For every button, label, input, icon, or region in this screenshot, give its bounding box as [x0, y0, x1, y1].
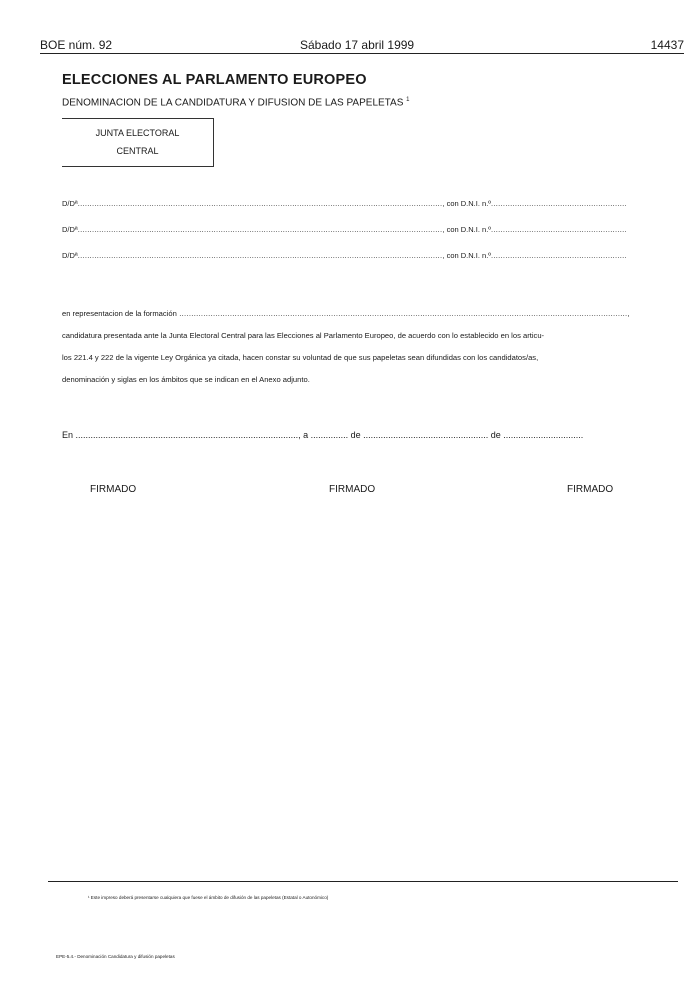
header-rule: [40, 53, 684, 54]
subtitle-text: DENOMINACION DE LA CANDIDATURA Y DIFUSION DE LAS PAPELETAS: [62, 97, 404, 109]
header-date: Sábado 17 abril 1999: [300, 38, 415, 52]
place-date-line[interactable]: [62, 430, 660, 440]
formation-dots: ..........................................................................................................................................................................................: [176, 309, 628, 318]
name-dots: .........................................................................................................................................................: [77, 251, 443, 260]
formation-label: en representacion de la formación: [62, 309, 177, 318]
addressee-box: [62, 118, 214, 167]
header-page-number: 14437: [650, 38, 684, 52]
dni-label: , con D.N.I. n.º: [442, 199, 492, 208]
person-line-3[interactable]: [62, 251, 656, 260]
place-dots: .........................................................................................: [75, 430, 299, 440]
paragraph-line-3: los 221.4 y 222 de la vigente Ley Orgánica ya citada, hacen constar su voluntad de que sus papeletas sean difundidas con los candidatos/as,: [62, 353, 539, 362]
dni-dots: .........................................................: [491, 199, 627, 208]
footnote-marker: 1: [406, 97, 410, 103]
header-left: BOE núm. 92: [40, 38, 113, 52]
month-label: de: [350, 430, 361, 440]
page-subtitle: [62, 97, 410, 108]
signature-label-3: FIRMADO: [567, 484, 614, 495]
dni-dots: .........................................................: [491, 251, 627, 260]
name-dots: .........................................................................................................................................................: [77, 199, 443, 208]
paragraph-line-2: candidatura presentada ante la Junta Electoral Central para las Elecciones al Parlamento Europeo, de acuerdo con lo establecido en los articu-: [62, 331, 545, 340]
footnote-rule: [48, 881, 678, 882]
paragraph-line-4: denominación y siglas en los ámbitos que se indican en el Anexo adjunto.: [62, 375, 310, 384]
formation-line[interactable]: [62, 309, 662, 318]
person-line-1[interactable]: [62, 199, 656, 208]
form-code: EPE-5.4.- Denominación Candidatura y difusión papeletas: [56, 954, 175, 959]
signature-label-2: FIRMADO: [329, 484, 376, 495]
person-line-2[interactable]: [62, 225, 656, 234]
addressee-line-1: JUNTA ELECTORAL: [95, 128, 180, 138]
dni-label: , con D.N.I. n.º: [442, 225, 492, 234]
addressee-line-2: CENTRAL: [116, 146, 159, 156]
person-label: D/Dª: [62, 199, 78, 208]
page-title: ELECCIONES AL PARLAMENTO EUROPEO: [62, 72, 367, 88]
dni-dots: .........................................................: [491, 225, 627, 234]
person-label: D/Dª: [62, 225, 78, 234]
place-label: En: [62, 430, 74, 440]
footnote: ¹ Este impreso deberá presentarse cualquiera que fuese el ámbito de difusión de las papeletas (Estatal o Autonómico): [88, 895, 329, 900]
dni-label: , con D.N.I. n.º: [442, 251, 492, 260]
day-label: , a: [298, 430, 309, 440]
year-dots: ................................: [503, 430, 584, 440]
day-dots: ...............: [310, 430, 349, 440]
formation-comma: ,: [627, 309, 630, 318]
name-dots: .........................................................................................................................................................: [77, 225, 443, 234]
signature-label-1: FIRMADO: [90, 484, 137, 495]
year-label: de: [490, 430, 501, 440]
person-label: D/Dª: [62, 251, 78, 260]
month-dots: ..................................................: [363, 430, 489, 440]
